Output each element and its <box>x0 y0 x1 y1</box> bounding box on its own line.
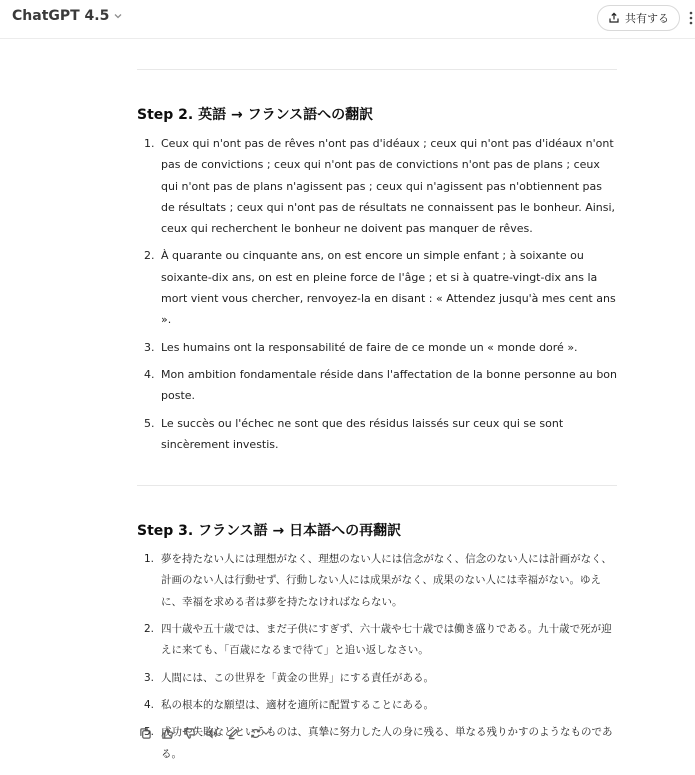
model-selector[interactable] <box>12 8 123 24</box>
list-item: 5. 成功や失敗などというものは、真摯に努力した人の身に残る、単なる残りかすのようなものである。 <box>144 726 613 760</box>
share-label: 共有する <box>625 12 669 25</box>
list-item: 3. 人間には、この世界を「黄金の世界」にする責任がある。 <box>144 671 434 684</box>
list-item: 2. À quarante ou cinquante ans, on est encore un simple enfant ; à soixante ou soixante-dix ans, on est en pleine force de l'âge ; et si à quatre-vingt-dix ans la mort vient vous chercher, renvoyez-la en disant : « Attendez jusqu'à mes cent ans ». <box>144 249 616 327</box>
message-actions <box>137 725 271 741</box>
share-icon <box>608 12 620 24</box>
list-item: 5. Le succès ou l'échec ne sont que des résidus laissés sur ceux qui se sont sincèrement investis. <box>144 416 564 451</box>
chevron-down-icon <box>262 729 270 737</box>
message-content <box>137 69 617 765</box>
model-name: ChatGPT 4.5 <box>12 8 110 24</box>
divider <box>137 69 617 70</box>
edit-canvas-icon[interactable] <box>225 725 241 741</box>
divider <box>137 485 617 486</box>
list-item: 4. Mon ambition fondamentale réside dans l'affectation de la bonne personne au bon poste. <box>144 367 618 403</box>
more-options-icon[interactable] <box>688 9 694 27</box>
list-item: 2. 四十歳や五十歳では、まだ子供にすぎず、六十歳や七十歳では働き盛りである。九十歳で死が迎えに来ても、「百歳になるまで待て」と追い返しなさい。 <box>144 623 612 657</box>
thumbs-up-icon[interactable] <box>159 725 175 741</box>
chevron-down-icon <box>113 11 123 21</box>
list-item: 1. Ceux qui n'ont pas de rêves n'ont pas d'idéaux ; ceux qui n'ont pas d'idéaux n'ont pas de convictions ; ceux qui n'ont pas de convictions n'ont pas de plans ; ceux qui n'ont pas de plans n'agissent pas ; ceux qui n'agissent pas n'obtiennent pas de résultats ; ceux qui n'ont pas de résultats ne connaissent pas le bonheur. Ainsi, ceux qui recherchent le bonheur ne doivent pas manquer de rêves. <box>144 137 616 236</box>
thumbs-down-icon[interactable] <box>181 725 197 741</box>
list-item: 4. 私の根本的な願望は、適材を適所に配置することにある。 <box>144 698 434 711</box>
read-aloud-icon[interactable] <box>203 725 219 741</box>
step2-list <box>137 133 617 455</box>
copy-icon[interactable] <box>137 725 153 741</box>
share-button[interactable] <box>597 5 680 31</box>
step2-heading: Step 2. 英語 → フランス語への翻訳 <box>137 107 374 123</box>
regenerate-icon[interactable] <box>247 725 271 741</box>
step3-heading: Step 3. フランス語 → 日本語への再翻訳 <box>137 523 402 540</box>
top-bar <box>0 0 695 39</box>
list-item: 1. 夢を持たない人には理想がなく、理想のない人には信念がなく、信念のない人には計画がなく、計画のない人は行動せず、行動しない人には成果がなく、成果のない人には幸福がない。ゆえに、幸福を求める者は夢を持たなければならない。 <box>144 553 612 608</box>
list-item: 3. Les humains ont la responsabilité de faire de ce monde un « monde doré ». <box>144 340 578 354</box>
